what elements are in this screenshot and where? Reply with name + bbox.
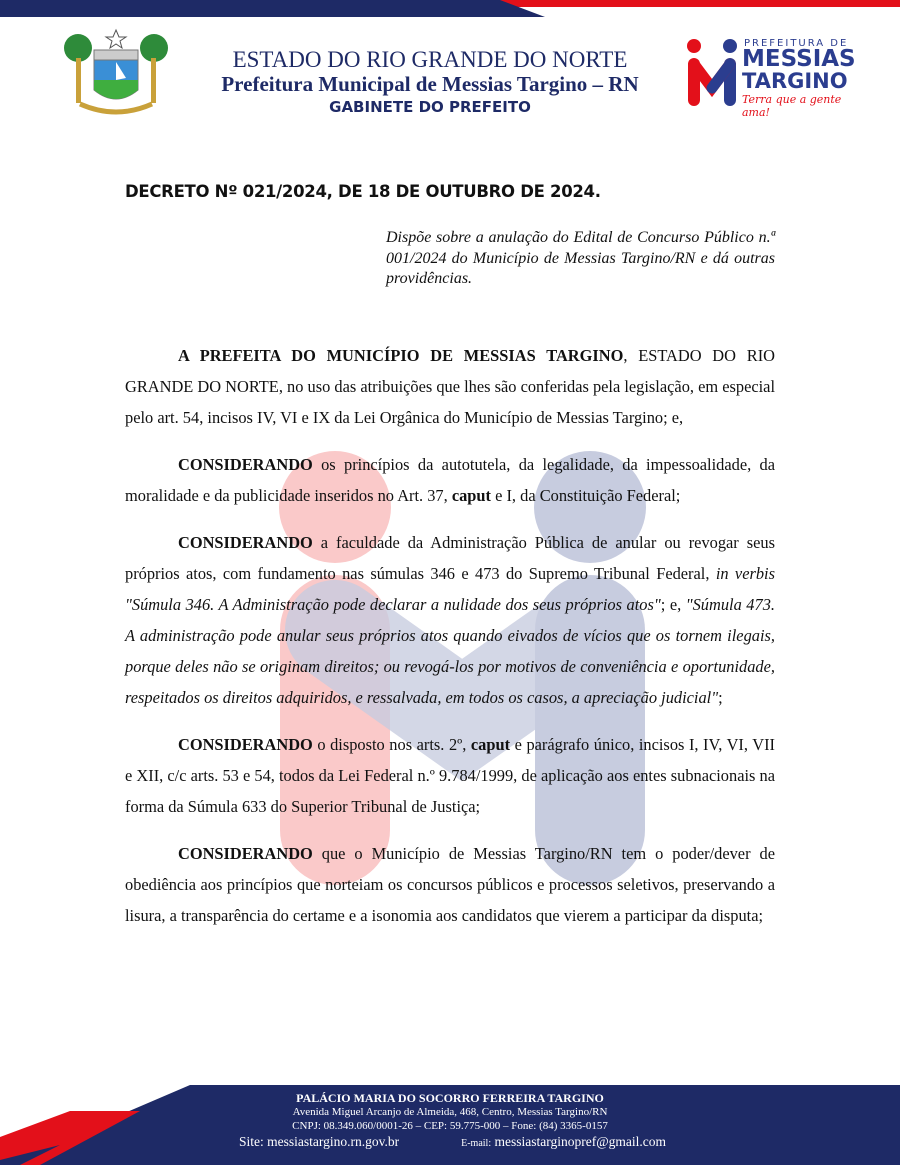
decree-summary: Dispõe sobre a anulação do Edital de Concurso Público n.ª 001/2024 do Município de Messias Targino/RN e dá outras providências. xyxy=(386,229,775,287)
paragraph-text: caput xyxy=(451,486,491,505)
footer-site[interactable] xyxy=(239,1133,399,1153)
paragraph-text: e parágrafo único, incisos I, IV, VI, VII e XII, c/c arts. 53 e 54, todos da Lei Federal n.º 9.784/1999, de aplicação aos entes subnacionais na forma da Súmula 633 do Superior Tribunal de Justiça; xyxy=(125,735,775,816)
header-decorative-band xyxy=(0,0,900,20)
paragraph-text: A PREFEITA DO MUNICÍPIO DE MESSIAS TARGINO xyxy=(178,346,624,365)
logo-name-1: MESSIAS xyxy=(742,46,856,72)
paragraph-text: ; e, xyxy=(660,595,686,614)
decree-paragraph xyxy=(125,838,775,931)
decree-paragraph xyxy=(125,340,775,433)
decree-paragraph xyxy=(125,527,775,713)
paragraph-text: in verbis "Súmula 346. A Administração pode declarar a nulidade dos seus próprios atos" xyxy=(125,564,775,614)
decree-title: DECRETO Nº 021/2024, DE 18 DE OUTUBRO DE 2024. xyxy=(125,182,601,201)
letterhead xyxy=(180,48,680,118)
logo-slogan: Terra que a gente ama! xyxy=(742,93,842,119)
paragraph-text: CONSIDERANDO xyxy=(178,735,313,754)
footer-address: Avenida Miguel Arcanjo de Almeida, 468, Centro, Messias Targino/RN xyxy=(292,1106,608,1118)
email-link[interactable]: messiastarginopref@gmail.com xyxy=(494,1134,667,1149)
footer-contact xyxy=(200,1091,700,1153)
paragraph-text: o disposto nos arts. 2º, xyxy=(312,735,471,754)
paragraph-text: "Súmula 473. A administração pode anular seus próprios atos quando eivados de vícios que os tornem ilegais, porque deles não se originam direitos; ou revogá-los por motivos de conveniência e oportunidade, respeitados os direitos adquiridos, e ressalvada, em todos os casos, a apreciação judicial" xyxy=(125,595,775,707)
site-label: Site: xyxy=(238,1134,264,1149)
paragraph-text: CONSIDERANDO xyxy=(178,455,313,474)
footer-building: PALÁCIO MARIA DO SOCORRO FERREIRA TARGINO xyxy=(296,1091,604,1105)
email-label: E-mail: xyxy=(461,1138,492,1149)
paragraph-text: ; xyxy=(718,688,723,707)
paragraph-text: CONSIDERANDO xyxy=(178,844,313,863)
paragraph-text: os princípios da autotutela, da legalidade, da impessoalidade, da moralidade e da publicidade inseridos no Art. 37, xyxy=(125,455,775,505)
municipality-name: Prefeitura Municipal de Messias Targino – RN xyxy=(221,72,639,96)
logo-prefix: PREFEITURA DE xyxy=(744,38,849,49)
office-name: GABINETE DO PREFEITO xyxy=(329,98,531,116)
paragraph-text: , ESTADO DO RIO GRANDE DO NORTE, no uso das atribuições que lhes são conferidas pela legislação, em especial pelo art. 54, incisos IV, VI e IX da Lei Orgânica do Município de Messias Targino; e, xyxy=(125,346,775,427)
decree-paragraph xyxy=(125,449,775,511)
paragraph-text: CONSIDERANDO xyxy=(178,533,313,552)
footer-email[interactable] xyxy=(461,1133,666,1153)
prefeitura-logo xyxy=(684,36,869,119)
decree-paragraph xyxy=(125,729,775,822)
paragraph-text: caput xyxy=(470,735,511,754)
site-link[interactable]: messiastargino.rn.gov.br xyxy=(267,1134,400,1149)
footer-ids: CNPJ: 08.349.060/0001-26 – CEP: 59.775-000 – Fone: (84) 3365-0157 xyxy=(292,1120,608,1132)
state-coat-of-arms xyxy=(60,28,172,116)
state-name: ESTADO DO RIO GRANDE DO NORTE xyxy=(232,47,628,72)
decree-body xyxy=(125,340,775,947)
paragraph-text: que o Município de Messias Targino/RN tem o poder/dever de obediência aos princípios que norteiam os concursos públicos e processos seletivos, preservando a lisura, a transparência do certame e a isonomia aos candidatos que vierem a participar da disputa; xyxy=(125,844,775,925)
paragraph-text: a faculdade da Administração Pública de anular ou revogar seus próprios atos, com fundamento nas súmulas 346 e 473 do Supremo Tribunal Federal, xyxy=(125,533,775,583)
logo-name-2: TARGINO xyxy=(742,69,848,93)
logo-m-icon xyxy=(684,36,744,110)
paragraph-text: e I, da Constituição Federal; xyxy=(491,486,681,505)
